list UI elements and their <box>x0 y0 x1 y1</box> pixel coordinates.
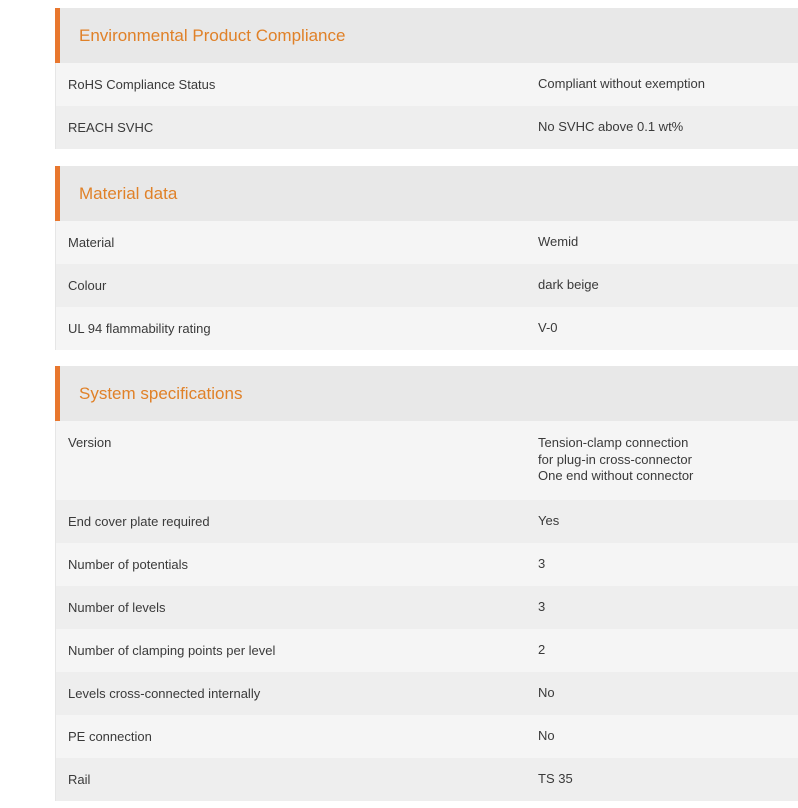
section-material-data <box>55 166 798 350</box>
spec-row-rohs <box>56 63 798 106</box>
spec-row-pe-connection <box>56 715 798 758</box>
spec-value: No <box>538 728 555 744</box>
spec-label: PE connection <box>68 729 152 744</box>
section-title: Material data <box>55 166 798 221</box>
section-environmental-compliance <box>55 8 798 149</box>
spec-label: Levels cross-connected internally <box>68 686 261 701</box>
section-title: System specifications <box>55 366 798 421</box>
spec-value: V-0 <box>538 320 558 336</box>
spec-label: Number of potentials <box>68 557 188 572</box>
spec-label: REACH SVHC <box>68 120 154 135</box>
spec-row-levels <box>56 586 798 629</box>
spec-value: No SVHC above 0.1 wt% <box>538 119 684 135</box>
spec-value: Wemid <box>538 234 579 250</box>
spec-row-rail <box>56 758 798 801</box>
spec-value: 3 <box>538 599 546 615</box>
spec-row-flammability <box>56 307 798 350</box>
spec-label: RoHS Compliance Status <box>68 77 216 92</box>
spec-row-material <box>56 221 798 264</box>
spec-row-version <box>56 421 798 500</box>
spec-value-line: One end without connector <box>538 468 694 483</box>
spec-value <box>538 435 798 485</box>
spec-row-reach <box>56 106 798 149</box>
spec-label: End cover plate required <box>68 514 210 529</box>
spec-row-clamping-points <box>56 629 798 672</box>
spec-value: dark beige <box>538 277 599 293</box>
spec-row-end-cover-plate <box>56 500 798 543</box>
spec-row-cross-connected <box>56 672 798 715</box>
spec-label: UL 94 flammability rating <box>68 321 211 336</box>
spec-row-colour <box>56 264 798 307</box>
spec-value-line: for plug-in cross-connector <box>538 451 692 467</box>
section-title: Environmental Product Compliance <box>55 8 798 63</box>
spec-value: TS 35 <box>538 771 573 787</box>
spec-value-line: Tension-clamp connection <box>538 435 689 450</box>
spec-value: 3 <box>538 556 546 572</box>
spec-label: Material <box>68 235 115 250</box>
spec-label: Rail <box>68 772 91 787</box>
spec-label: Colour <box>68 278 107 293</box>
section-system-specifications <box>55 366 798 801</box>
spec-value: No <box>538 685 555 701</box>
spec-label: Number of levels <box>68 600 166 615</box>
spec-row-potentials <box>56 543 798 586</box>
spec-value: Compliant without exemption <box>538 76 705 92</box>
spec-value: Yes <box>538 513 560 529</box>
spec-label: Number of clamping points per level <box>68 643 276 658</box>
spec-value: 2 <box>538 642 546 658</box>
spec-label: Version <box>68 435 112 450</box>
